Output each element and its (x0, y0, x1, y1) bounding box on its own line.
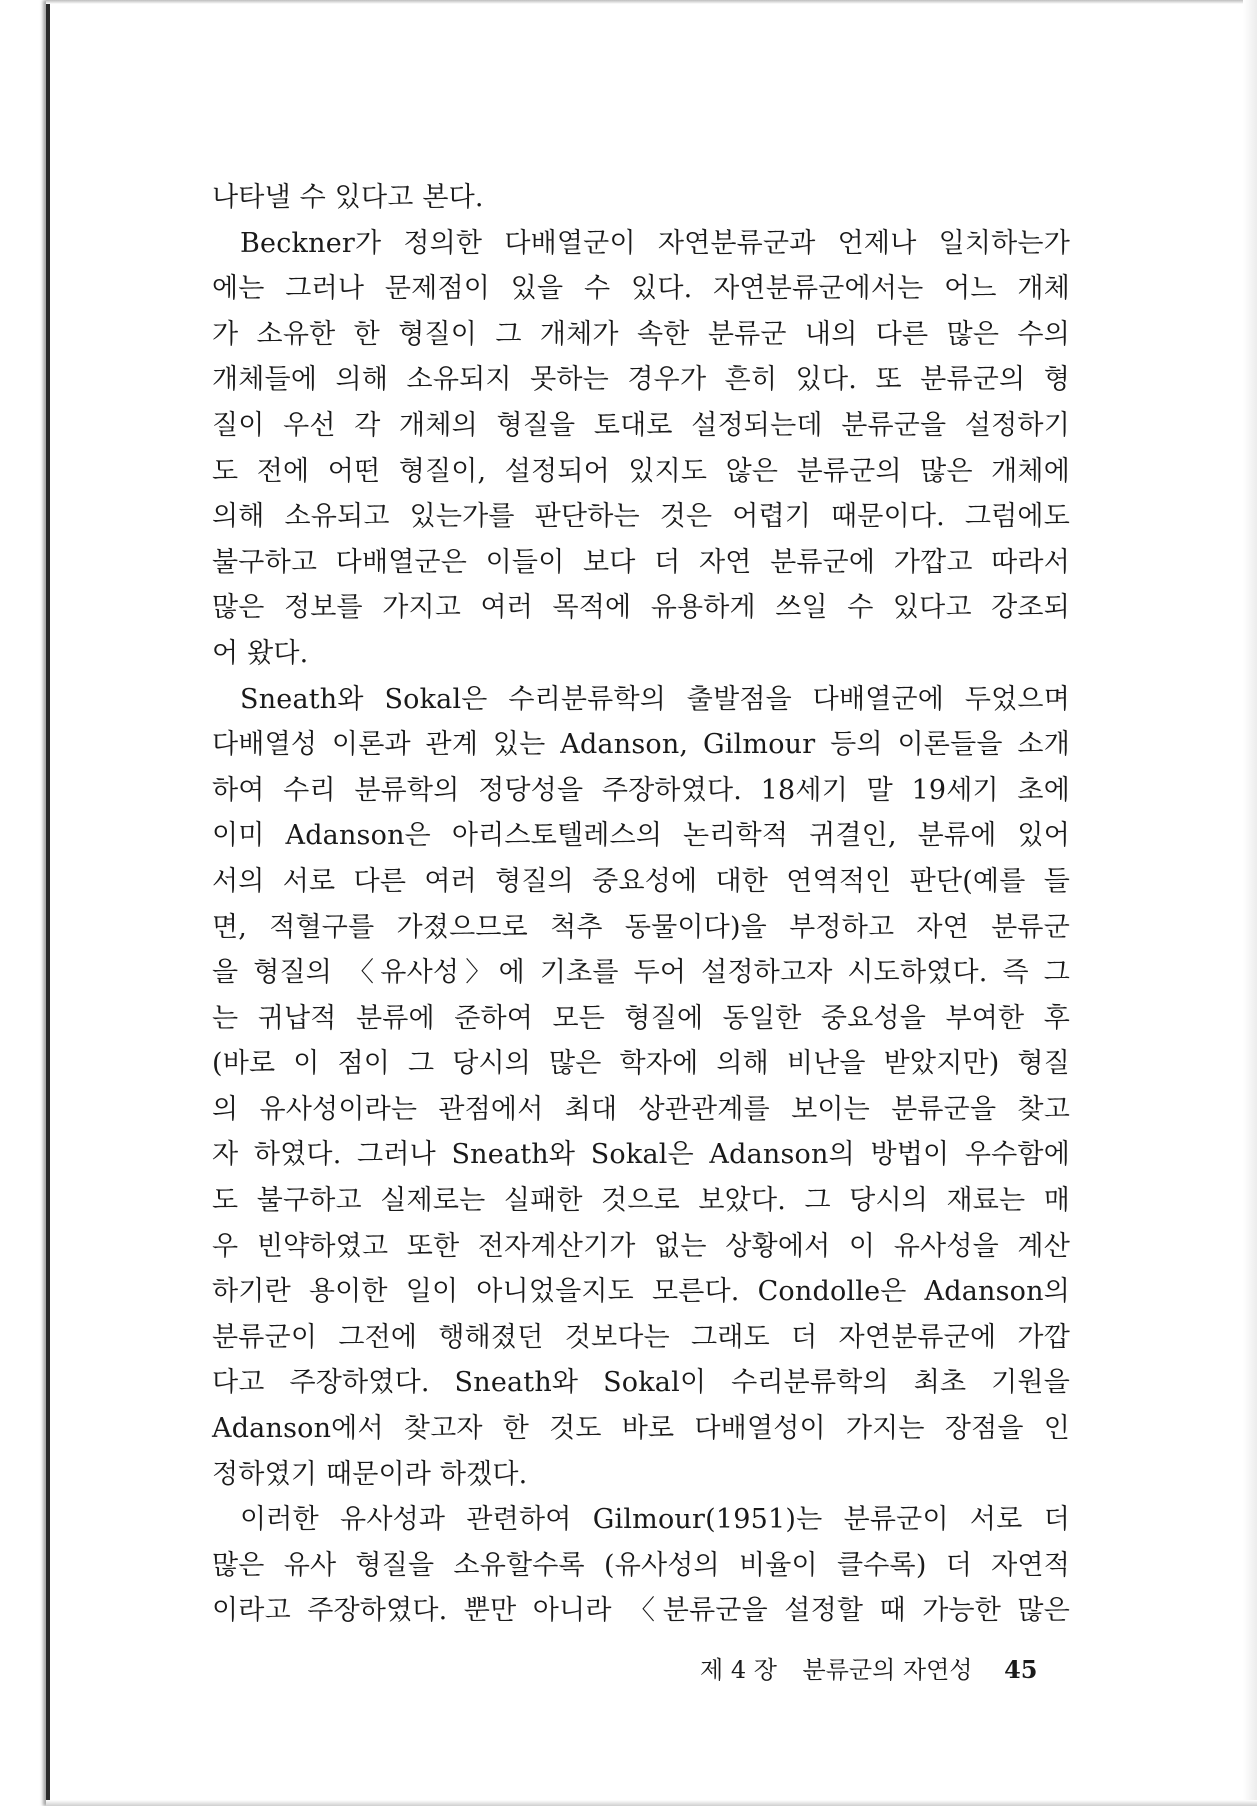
text-line: 의 유사성이라는 관점에서 최대 상관관계를 보이는 분류군을 찾고 (212, 1093, 1070, 1125)
page-edge-bottom (46, 1800, 1257, 1806)
text-line: 다고 주장하였다. Sneath와 Sokal이 수리분류학의 최초 기원을 (212, 1367, 1070, 1399)
text-line: 나타낼 수 있다고 본다. (212, 182, 484, 213)
text-line: 는 귀납적 분류에 준하여 모든 형질에 동일한 중요성을 부여한 후 (212, 1002, 1070, 1034)
text-line: 의해 소유되고 있는가를 판단하는 것은 어렵기 때문이다. 그럼에도 (212, 501, 1070, 533)
text-line: 이미 Adanson은 아리스토텔레스의 논리학적 귀결인, 분류에 있어 (212, 820, 1070, 852)
text-line: 하기란 용이한 일이 아니었을지도 모른다. Condolle은 Adanson의 (212, 1276, 1070, 1308)
text-line: 개체들에 의해 소유되지 못하는 경우가 흔히 있다. 또 분류군의 형 (212, 364, 1070, 396)
running-footer (700, 1650, 1060, 1685)
text-line: 이라고 주장하였다. 뿐만 아니라 〈분류군을 설정할 때 가능한 많은 (212, 1595, 1070, 1627)
text-line: 많은 정보를 가지고 여러 목적에 유용하게 쓰일 수 있다고 강조되 (212, 592, 1070, 624)
text-line: Beckner가 정의한 다배열군이 자연분류군과 언제나 일치하는가 (240, 227, 1070, 259)
text-line: 우 빈약하였고 또한 전자계산기가 없는 상황에서 이 유사성을 계산 (212, 1230, 1070, 1262)
text-line: 에는 그러나 문제점이 있을 수 있다. 자연분류군에서는 어느 개체 (212, 273, 1070, 305)
page-edge-right (1243, 0, 1257, 1806)
chapter-label: 제 4 장 (700, 1656, 777, 1684)
text-line: 정하였기 때문이라 하겠다. (212, 1458, 528, 1490)
text-line: 분류군이 그전에 행해졌던 것보다는 그래도 더 자연분류군에 가깝 (212, 1321, 1070, 1353)
text-line: Sneath와 Sokal은 수리분류학의 출발점을 다배열군에 두었으며 (240, 683, 1070, 715)
text-line: 서의 서로 다른 여러 형질의 중요성에 대한 연역적인 판단(예를 들 (212, 865, 1070, 897)
text-line: (바로 이 점이 그 당시의 많은 학자에 의해 비난을 받았지만) 형질 (212, 1048, 1070, 1080)
text-line: 면, 적혈구를 가졌으므로 척추 동물이다)을 부정하고 자연 분류군 (212, 911, 1070, 943)
text-line: 자 하였다. 그러나 Sneath와 Sokal은 Adanson의 방법이 우수함에 (212, 1139, 1070, 1171)
text-line: 도 전에 어떤 형질이, 설정되어 있지도 않은 분류군의 많은 개체에 (212, 455, 1070, 487)
text-line: 을 형질의 〈유사성〉에 기초를 두어 설정하고자 시도하였다. 즉 그 (212, 957, 1070, 989)
text-line: 하여 수리 분류학의 정당성을 주장하였다. 18세기 말 19세기 초에 (212, 774, 1070, 806)
chapter-title: 분류군의 자연성 (802, 1656, 973, 1684)
text-line: 도 불구하고 실제로는 실패한 것으로 보았다. 그 당시의 재료는 매 (212, 1185, 1070, 1217)
text-line: 다배열성 이론과 관계 있는 Adanson, Gilmour 등의 이론들을 소개 (212, 729, 1070, 761)
page-edge-top (46, 0, 1246, 4)
body-text (212, 175, 1070, 1634)
text-line: 많은 유사 형질을 소유할수록 (유사성의 비율이 클수록) 더 자연적 (212, 1549, 1070, 1581)
text-line: 어 왔다. (212, 637, 309, 669)
text-line: 가 소유한 한 형질이 그 개체가 속한 분류군 내의 다른 많은 수의 (212, 318, 1070, 350)
text-line: 이러한 유사성과 관련하여 Gilmour(1951)는 분류군이 서로 더 (240, 1504, 1070, 1536)
page-number: 45 (1004, 1655, 1038, 1684)
text-line: Adanson에서 찾고자 한 것도 바로 다배열성이 가지는 장점을 인 (212, 1413, 1070, 1445)
text-line: 질이 우선 각 개체의 형질을 토대로 설정되는데 분류군을 설정하기 (212, 409, 1070, 441)
text-line: 불구하고 다배열군은 이들이 보다 더 자연 분류군에 가깝고 따라서 (212, 546, 1070, 578)
